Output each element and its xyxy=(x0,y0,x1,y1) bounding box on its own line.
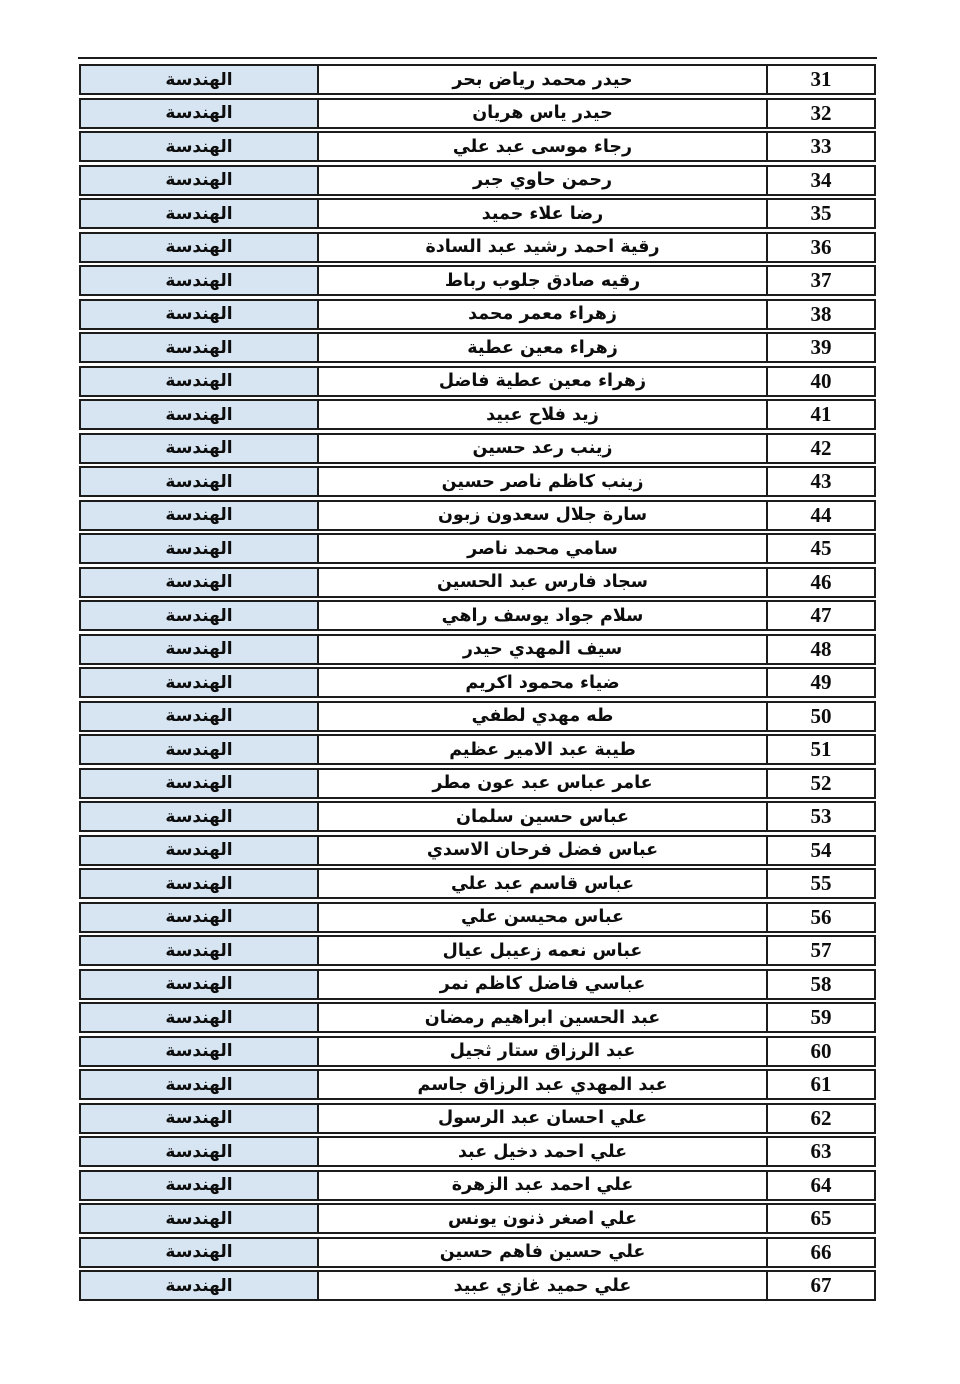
student-name-cell: عباس محيسن علي xyxy=(461,907,624,927)
names-table xyxy=(79,64,876,1304)
row-number-cell: 54 xyxy=(766,837,874,864)
table-row xyxy=(79,768,876,799)
row-number-cell: 32 xyxy=(766,100,874,127)
table-row xyxy=(79,198,876,229)
row-number-cell: 50 xyxy=(766,703,874,730)
cutoff-row-border xyxy=(78,57,877,59)
row-number-cell: 55 xyxy=(766,870,874,897)
row-number-cell: 43 xyxy=(766,468,874,495)
department-cell: الهندسة xyxy=(81,468,319,495)
table-row xyxy=(79,1270,876,1301)
row-number-cell: 35 xyxy=(766,200,874,227)
row-number-cell: 51 xyxy=(766,736,874,763)
student-name-cell: رحمن حاوي جبر xyxy=(472,170,613,190)
student-name-cell: حيدر ياس هريان xyxy=(472,103,613,123)
department-cell: الهندسة xyxy=(81,1272,319,1299)
table-row xyxy=(79,701,876,732)
row-number-cell: 53 xyxy=(766,803,874,830)
department-cell: الهندسة xyxy=(81,1038,319,1065)
student-name-cell: رقيه صادق جلوب رباط xyxy=(444,270,641,291)
table-row xyxy=(79,1237,876,1268)
department-cell: الهندسة xyxy=(81,435,319,462)
table-row xyxy=(79,1069,876,1100)
row-number-cell: 31 xyxy=(766,66,874,93)
student-name-cell: حيدر محمد رياض بحر xyxy=(452,69,633,90)
student-name-cell: عامر عباس عبد عون مطر xyxy=(432,773,653,793)
department-cell: الهندسة xyxy=(81,937,319,964)
department-cell: الهندسة xyxy=(81,535,319,562)
table-row xyxy=(79,399,876,430)
row-number-cell: 47 xyxy=(766,602,874,629)
row-number-cell: 33 xyxy=(766,133,874,160)
table-row xyxy=(79,1136,876,1167)
student-name-cell: زهراء معين عطية فاضل xyxy=(438,371,647,391)
row-number-cell: 36 xyxy=(766,234,874,261)
student-name-cell: سارة جلال سعدون زبون xyxy=(437,505,648,525)
row-number-cell: 42 xyxy=(766,435,874,462)
student-name-cell: عباسي فاضل كاظم نمر xyxy=(439,974,646,994)
table-row xyxy=(79,902,876,933)
student-name-cell: ضياء محمود اكريم xyxy=(465,672,620,693)
row-number-cell: 52 xyxy=(766,770,874,797)
department-cell: الهندسة xyxy=(81,636,319,663)
row-number-cell: 37 xyxy=(766,267,874,294)
department-cell: الهندسة xyxy=(81,904,319,931)
table-row xyxy=(79,533,876,564)
row-number-cell: 58 xyxy=(766,971,874,998)
department-cell: الهندسة xyxy=(81,971,319,998)
row-number-cell: 56 xyxy=(766,904,874,931)
student-name-cell: زهراء معين عطية xyxy=(467,337,618,358)
student-name-cell: علي حميد غازي عبيد xyxy=(453,1275,632,1296)
student-name-cell: زيد فلاح عبيد xyxy=(486,404,599,425)
row-number-cell: 66 xyxy=(766,1239,874,1266)
row-number-cell: 39 xyxy=(766,334,874,361)
table-row xyxy=(79,634,876,665)
row-number-cell: 48 xyxy=(766,636,874,663)
department-cell: الهندسة xyxy=(81,133,319,160)
student-name-cell: رضا علاء حميد xyxy=(481,203,604,224)
department-cell: الهندسة xyxy=(81,401,319,428)
table-row xyxy=(79,466,876,497)
department-cell: الهندسة xyxy=(81,234,319,261)
student-name-cell: عباس قاسم عبد علي xyxy=(450,873,635,894)
table-row xyxy=(79,299,876,330)
department-cell: الهندسة xyxy=(81,502,319,529)
student-name-cell: علي حسين فاهم حسين xyxy=(439,1242,646,1262)
student-name-cell: سلام جواد يوسف راهي xyxy=(441,605,644,626)
student-name-cell: زينب رعد حسين xyxy=(472,438,613,458)
student-name-cell: عباس نعمه زعيبل عيال xyxy=(442,940,643,961)
table-row xyxy=(79,969,876,1000)
row-number-cell: 61 xyxy=(766,1071,874,1098)
row-number-cell: 57 xyxy=(766,937,874,964)
department-cell: الهندسة xyxy=(81,1004,319,1031)
department-cell: الهندسة xyxy=(81,66,319,93)
department-cell: الهندسة xyxy=(81,167,319,194)
table-row xyxy=(79,232,876,263)
table-row xyxy=(79,1203,876,1234)
table-row xyxy=(79,600,876,631)
department-cell: الهندسة xyxy=(81,803,319,830)
student-name-cell: طه مهدي لطفي xyxy=(471,706,614,726)
table-row xyxy=(79,567,876,598)
department-cell: الهندسة xyxy=(81,870,319,897)
table-row xyxy=(79,332,876,363)
row-number-cell: 63 xyxy=(766,1138,874,1165)
student-name-cell: سامي محمد ناصر xyxy=(467,538,618,559)
row-number-cell: 64 xyxy=(766,1172,874,1199)
row-number-cell: 40 xyxy=(766,368,874,395)
row-number-cell: 41 xyxy=(766,401,874,428)
table-row xyxy=(79,1170,876,1201)
student-name-cell: سيف المهدي حيدر xyxy=(462,639,623,659)
row-number-cell: 45 xyxy=(766,535,874,562)
table-row xyxy=(79,667,876,698)
row-number-cell: 49 xyxy=(766,669,874,696)
student-name-cell: عبد المهدي عبد الرزاق جاسم xyxy=(417,1074,668,1095)
department-cell: الهندسة xyxy=(81,569,319,596)
row-number-cell: 62 xyxy=(766,1105,874,1132)
table-row xyxy=(79,1036,876,1067)
table-row xyxy=(79,131,876,162)
table-row xyxy=(79,265,876,296)
student-name-cell: رجاء موسى عبد علي xyxy=(452,136,633,157)
table-row xyxy=(79,165,876,196)
table-row xyxy=(79,1103,876,1134)
table-row xyxy=(79,935,876,966)
row-number-cell: 65 xyxy=(766,1205,874,1232)
department-cell: الهندسة xyxy=(81,837,319,864)
table-row xyxy=(79,64,876,95)
student-name-cell: علي احمد عبد الزهرة xyxy=(451,1175,634,1195)
department-cell: الهندسة xyxy=(81,301,319,328)
row-number-cell: 59 xyxy=(766,1004,874,1031)
department-cell: الهندسة xyxy=(81,1172,319,1199)
department-cell: الهندسة xyxy=(81,267,319,294)
department-cell: الهندسة xyxy=(81,703,319,730)
department-cell: الهندسة xyxy=(81,1239,319,1266)
table-row xyxy=(79,734,876,765)
row-number-cell: 44 xyxy=(766,502,874,529)
row-number-cell: 38 xyxy=(766,301,874,328)
student-name-cell: عباس فضل فرحان الاسدي xyxy=(426,840,659,860)
department-cell: الهندسة xyxy=(81,334,319,361)
student-name-cell: زهراء معمر محمد xyxy=(468,304,617,324)
row-number-cell: 67 xyxy=(766,1272,874,1299)
department-cell: الهندسة xyxy=(81,736,319,763)
row-number-cell: 46 xyxy=(766,569,874,596)
student-name-cell: علي احمد دخيل عبد xyxy=(457,1141,628,1162)
department-cell: الهندسة xyxy=(81,602,319,629)
department-cell: الهندسة xyxy=(81,1138,319,1165)
table-row xyxy=(79,801,876,832)
student-name-cell: سجاد فارس عبد الحسين xyxy=(437,572,648,592)
table-row xyxy=(79,366,876,397)
student-name-cell: عبد الحسين ابراهيم رمضان xyxy=(424,1007,661,1028)
department-cell: الهندسة xyxy=(81,1105,319,1132)
table-row xyxy=(79,835,876,866)
table-row xyxy=(79,433,876,464)
table-row xyxy=(79,500,876,531)
table-row xyxy=(79,98,876,129)
row-number-cell: 60 xyxy=(766,1038,874,1065)
department-cell: الهندسة xyxy=(81,100,319,127)
table-row xyxy=(79,1002,876,1033)
row-number-cell: 34 xyxy=(766,167,874,194)
department-cell: الهندسة xyxy=(81,200,319,227)
department-cell: الهندسة xyxy=(81,368,319,395)
department-cell: الهندسة xyxy=(81,669,319,696)
department-cell: الهندسة xyxy=(81,1071,319,1098)
student-name-cell: علي اصغر ذنون يونس xyxy=(447,1208,638,1229)
student-name-cell: زينب كاظم ناصر حسين xyxy=(441,471,644,492)
student-name-cell: عبد الرزاق ستار ثجيل xyxy=(449,1041,636,1061)
department-cell: الهندسة xyxy=(81,1205,319,1232)
student-name-cell: طيبة عبد الامير عظيم xyxy=(449,739,636,760)
department-cell: الهندسة xyxy=(81,770,319,797)
student-name-cell: رقية احمد رشيد عبد السادة xyxy=(425,237,660,257)
student-name-cell: علي احسان عبد الرسول xyxy=(437,1108,648,1128)
student-name-cell: عباس حسين سلمان xyxy=(456,806,629,827)
table-row xyxy=(79,868,876,899)
